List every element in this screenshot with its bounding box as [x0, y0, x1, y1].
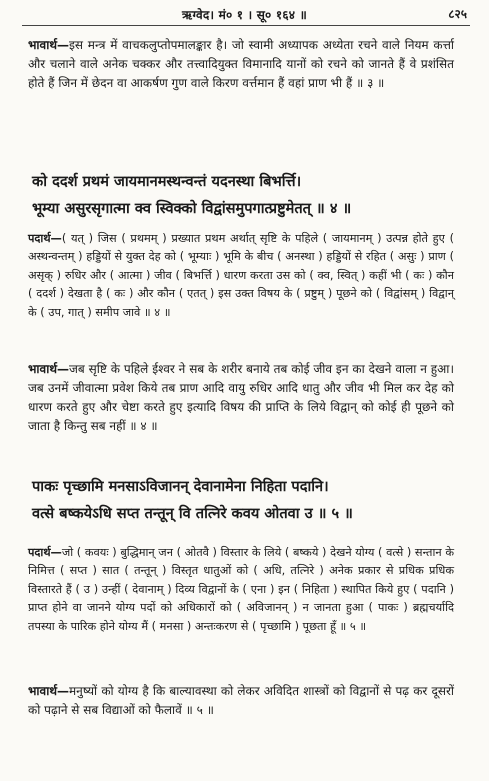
mantra-4-line-2: भूम्या असुरसृगात्मा क्व स्विक्को विद्वांसमुपगात्प्रष्टुमेतत् ॥ ४ ॥ [32, 200, 352, 217]
padartha-text: जो ( कवयः ) बुद्धिमान् जन ( ओतवै ) विस्तार के लिये ( बष्कये ) देखने योग्य ( वत्से ) सन्तान के निमित्त ( सप्त ) सात ( तन्तून् ) विस्तृत धातुओं को ( अधि, तत्निरे ) अनेक प्रकार से प्रधिक प्रधिक विस्तारते हैं ( उ ) उन्हीं ( देवानाम् ) दिव्य विद्वानों के ( एना ) इन ( निहिता ) स्थापित किये हुए ( पदानि ) प्राप्त होने वा जानने योग्य पदों को अधिकारों को ( अविजानन् ) न जानता हुआ ( पाकः ) ब्रह्मचर्यादि तपस्या के पारिक होने योग्य मैं ( मनसा ) अन्तःकरण से ( पृच्छामि ) पूछता हूँ ॥ ५ ॥ [28, 546, 454, 633]
bhavartha-label: भावार्थ— [28, 362, 69, 376]
bhavartha-paragraph-1 [28, 36, 454, 93]
padartha-paragraph-2 [28, 544, 454, 636]
mantra-5 [32, 473, 462, 527]
mantra-5-line-2: वत्से बष्कयेऽधि सप्त तन्तून् वि तत्निरे कवय ओतवा उ ॥ ५ ॥ [32, 505, 353, 522]
header-rule [22, 25, 470, 26]
running-title: ऋग्वेद। मं० १ । सू० १६४ ॥ [182, 8, 307, 22]
bhavartha-text: इस मन्त्र में वाचकलुप्तोपमालङ्कार है। जो स्वामी अध्यापक अध्येता रचने वाले नियम कर्त्ता और चलाने वाले अनेक चक्कर और तत्त्वादियुक्त विमानादि यानों को रचने को जानते हैं वे प्रशंसित होते हैं जिन में छेदन वा आकर्षण गुण वाले किरण वर्त्तमान हैं वहां प्राण भी हैं ॥ ३ ॥ [28, 38, 454, 90]
bhavartha-text: मनुष्यों को योग्य है कि बाल्यावस्था को लेकर अविदित शास्त्रों को विद्वानों से पढ़ कर दूसरों को पढ़ाने से सब विद्याओं को फैलावें ॥ ५ ॥ [28, 684, 454, 717]
bhavartha-label: भावार्थ— [28, 38, 69, 52]
bhavartha-label: भावार्थ— [28, 684, 69, 698]
mantra-5-line-1: पाकः पृच्छामि मनसाऽविजानन् देवानामेना निहिता पदानि। [32, 478, 329, 495]
bhavartha-paragraph-3 [28, 682, 454, 720]
page-header [0, 2, 489, 22]
mantra-4 [32, 168, 462, 222]
padartha-label: पदार्थ— [28, 232, 62, 245]
bhavartha-paragraph-2 [28, 360, 454, 436]
padartha-label: पदार्थ— [28, 546, 62, 559]
page-number: ८२५ [448, 7, 467, 21]
mantra-4-line-1: को ददर्श प्रथमं जायमानमस्थन्वन्तं यदनस्था बिभर्त्ति। [32, 173, 302, 190]
padartha-text: ( यत् ) जिस ( प्रथमम् ) प्रख्यात प्रथम अर्थात् सृष्टि के पहिले ( जायमानम् ) उत्पन्न होते हुए ( अस्थन्वन्तम् ) हड्डियों से युक्त देह को ( भूम्याः ) भूमि के बीच ( अनस्था ) हड्डियों से रहित ( असुः ) प्राण ( असृक् ) रुधिर और ( आत्मा ) जीव ( बिभर्त्ति ) धारण करता उस को ( क्व, स्वित् ) कहीं भी ( कः ) कौन ( ददर्श ) देखता है ( कः ) और कौन ( एतत् ) इस उक्त विषय के ( प्रष्टुम् ) पूछने को ( विद्वांसम् ) विद्वान् के ( उप, गात् ) समीप जावे ॥ ४ ॥ [28, 232, 454, 319]
bhavartha-text: जब सृष्टि के पहिले ईश्वर ने सब के शरीर बनाये तब कोई जीव इन का देखने वाला न हुआ। जब उनमें जीवात्मा प्रवेश किये तब प्राण आदि वायु रुधिर आदि धातु और जीव भी मिल कर देह को धारण करते हुए और चेष्टा करते हुए इत्यादि विषय की प्राप्ति के लिये विद्वान् को कोई ही पूछने को जाता है किन्तु सब नहीं ॥ ४ ॥ [28, 362, 454, 433]
padartha-paragraph-1 [28, 230, 454, 322]
